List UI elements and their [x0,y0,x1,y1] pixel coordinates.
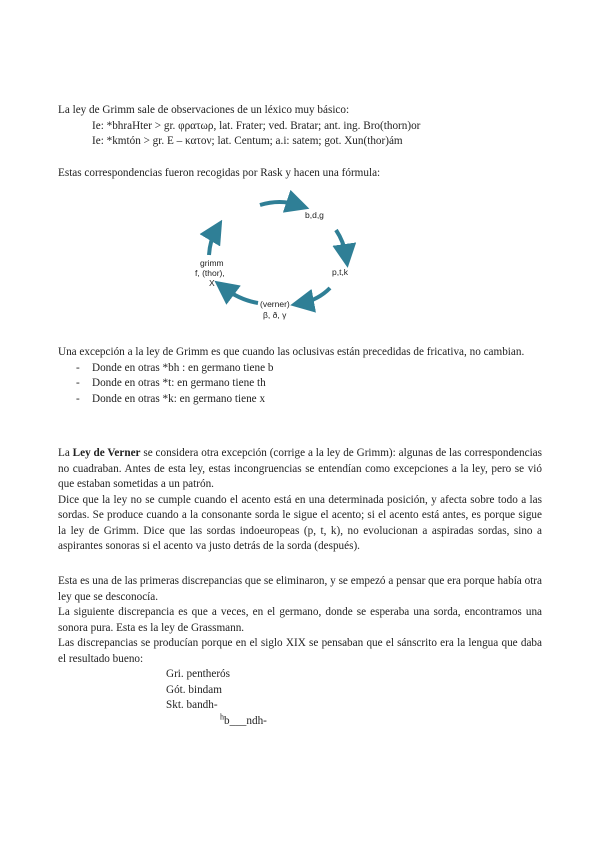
verner-paragraph-2: Dice que la ley no se cumple cuando el acento está en una determinada posición, y afecta sobre todo a las sordas. Se produce cuando a la consonante sorda le sigue el acento; si el acento está antes, es porque sigue la ley de Grimm. Dice que las sordas indoeuropeas (p, t, k), no evolucionan a aspiradas sordas, sino a aspirantes sonoras si el acento va justo detrás de la sorda (después). [58,493,542,552]
list-item: - Donde en otras *t: en germano tiene th [76,377,266,389]
list-item: - Donde en otras *bh : en germano tiene b [76,361,274,374]
grassmann-section [58,574,542,729]
rask-text: Estas correspondencias fueron recogidas por Rask y hacen una fórmula: [58,167,381,179]
example-line-hundred: Ie: *kmtón > gr. E – κατον; lat. Centum; a.i: satem; got. Xun(thor)ám [92,135,403,147]
intro-line: La ley de Grimm sale de observaciones de un léxico muy básico: [58,104,350,116]
cycle-label-bottom-1: (verner) [260,299,290,309]
example-line-brother: Ie: *bhraHter > gr. φρατωρ, lat. Frater; ved. Bratar; ant. ing. Bro(thorn)or [92,119,421,132]
cycle-label-right: p,t,k [332,267,349,277]
grassmann-paragraph-1: Esta es una de las primeras discrepancias que se eliminaron, y se empezó a pensar que era porque había otra ley que se desconocía. [58,575,542,603]
example-sanskrit-form: $^h$b___ndh- [220,711,267,727]
exception-paragraph [58,345,542,407]
cycle-arrow-left [209,230,216,255]
verner-section [58,446,542,555]
example-greek: Gri. pentherós [166,668,231,680]
grassmann-paragraph-3: Las discrepancias se producían porque en el siglo XIX se pensaban que el sánscrito era la lengua que daba el resultado bueno: [58,637,542,665]
cycle-arrow-bottom-right [302,288,330,303]
cycle-label-top: b,d,g [305,210,324,220]
cycle-arrow-bottom-left [224,288,258,303]
rask-paragraph [58,166,542,182]
list-item: - Donde en otras *k: en germano tiene x [76,392,266,405]
example-gothic: Gót. bindam [166,683,222,696]
cycle-label-left-3: X [209,278,215,288]
grassmann-paragraph-2: La siguiente discrepancia es que a veces, en el germano, donde se esperaba una sorda, encontramos una sonora pura. Esta es la ley de Grassmann. [58,606,542,634]
cycle-arrow-right [336,230,346,256]
cycle-label-bottom-2: β, ð, γ [263,310,287,320]
exception-text: Una excepción a la ley de Grimm es que cuando las oclusivas están precedidas de fricativa, no cambian. [58,346,525,358]
cycle-arrow-top [260,202,298,205]
verner-paragraph-1: La Ley de Verner se considera otra excepción (corrige a la ley de Grimm): algunas de las correspondencias no cuadraban. Antes de esta ley, estas incongruencias se entendían como excepciones a la ley, pero se vió que estaban sometidas a un patrón. [58,447,542,490]
example-sanskrit: Skt. bandh- [166,699,218,711]
cycle-label-left-2: f, (thor), [195,268,225,278]
intro-section [58,103,542,150]
verner-term: Ley de Verner [72,447,141,459]
cycle-label-left-1: grimm [200,258,224,268]
